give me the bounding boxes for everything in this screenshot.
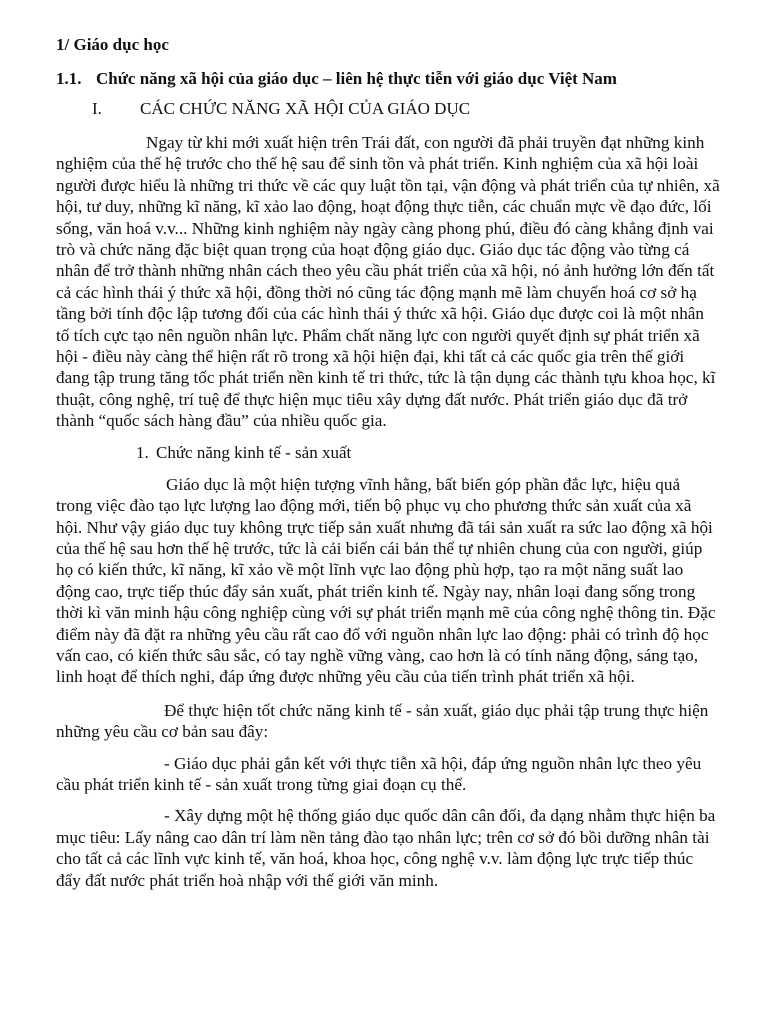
function-number: 1. <box>136 442 149 462</box>
requirements-paragraph: Để thực hiện tốt chức năng kinh tế - sản xuất, giáo dục phải tập trung thực hiện những yêu cầu cơ bản sau đây: <box>56 700 709 742</box>
subsection-heading <box>56 68 720 90</box>
subsection-number: 1.1. <box>56 69 82 88</box>
requirement-item: - Xây dựng một hệ thống giáo dục quốc dân cân đối, đa dạng nhằm thực hiện ba mục tiêu: Lấy nâng cao dân trí làm nền tảng đào tạo nhân lực; trên cơ sở đó bồi dưỡng nhân tài cho tất cả các lĩnh vực kinh tế, văn hoá, khoa học, công nghệ v.v. làm động lực trực tiếp thúc đẩy đất nước phát triển hoà nhập với thế giới văn minh. <box>56 806 716 890</box>
requirement-item: - Giáo dục phải gắn kết với thực tiễn xã hội, đáp ứng nguồn nhân lực theo yêu cầu phát triển kinh tế - sản xuất trong từng giai đoạn cụ thể. <box>56 753 702 794</box>
section-heading: 1/ Giáo dục học <box>56 35 169 54</box>
subsection-title: Chức năng xã hội của giáo dục – liên hệ thực tiễn với giáo dục Việt Nam <box>96 69 617 88</box>
chapter-heading <box>56 98 720 120</box>
economic-paragraph: Giáo dục là một hiện tượng vĩnh hằng, bất biến góp phần đắc lực, hiệu quả trong việc đào tạo lực lượng lao động mới, tiến bộ phục vụ cho phương thức sản xuất của xã hội. Như vậy giáo dục tuy không trực tiếp sản xuất nhưng đã tái sản xuất ra sức lao động xã hội của thế hệ sau hơn thế hệ trước, tức là cải biến cái bản thể tự nhiên chung của con người, giúp họ có kiến thức, kĩ năng, kĩ xảo về một lĩnh vực lao động phù hợp, tạo ra một năng suất lao động cao, trực tiếp thúc đẩy sản xuất, phát triển kinh tế. Ngày nay, nhân loại đang sống trong thời kì văn minh hậu công nghiệp cùng với sự phát triển mạnh mẽ của công nghệ thông tin. Đặc điểm này đã đặt ra những yêu cầu rất cao đổ với nguồn nhân lực lao động: phải có trình độ học vấn cao, có kiến thức sâu sắc, có tay nghề vững vàng, cao hơn là có tính năng động, sáng tạo, linh hoạt để thích nghi, đáp ứng được những yêu cầu của tiến trình phát triển xã hội. <box>56 474 716 687</box>
intro-paragraph: Ngay từ khi mới xuất hiện trên Trái đất, con người đã phải truyền đạt những kinh nghiệm của thế hệ trước cho thế hệ sau để sinh tồn và phát triển. Kinh nghiệm của xã hội loài người được hiểu là những tri thức về các quy luật tồn tại, vận động và phát triển của tự nhiên, xã hội, tư duy, những kĩ năng, kĩ xảo lao động, hoạt động thực tiễn, các chuẩn mực về đạo đức, lối sống, văn hoá v.v... Những kinh nghiệm này ngày càng phong phú, điều đó càng khẳng định vai trò và chức năng đặc biệt quan trọng của hoạt động giáo dục. Giáo dục tác động vào từng cá nhân để trở thành những nhân cách theo yêu cầu phát triển của xã hội, nó ảnh hưởng lớn đến tất cả các hình thái ý thức xã hội, đồng thời nó cũng tác động mạnh mẽ làm chuyển hoá cơ sở hạ tầng bởi tính độc lập tương đối của các hình thái ý thức xã hội. Giáo dục được coi là một nhân tố tích cực tạo nên nguồn nhân lực. Phẩm chất năng lực con người quyết định sự phát triển xã hội - điều này càng thể hiện rất rõ trong xã hội hiện đại, khi tất cả các quốc gia trên thế giới đang tập trung tăng tốc phát triển nền kinh tế tri thức, tức là tận dụng các thành tựu khoa học, kĩ thuật, công nghệ, trí tuệ để thực hiện mục tiêu xây dựng đất nước. Phát triển giáo dục đã trở thành “quốc sách hàng đầu” của nhiều quốc gia. <box>56 133 720 431</box>
function-title: Chức năng kinh tế - sản xuất <box>156 442 352 462</box>
chapter-number: I. <box>92 99 102 118</box>
function-heading <box>56 442 720 464</box>
chapter-title: CÁC CHỨC NĂNG XÃ HỘI CỦA GIÁO DỤC <box>140 99 471 118</box>
